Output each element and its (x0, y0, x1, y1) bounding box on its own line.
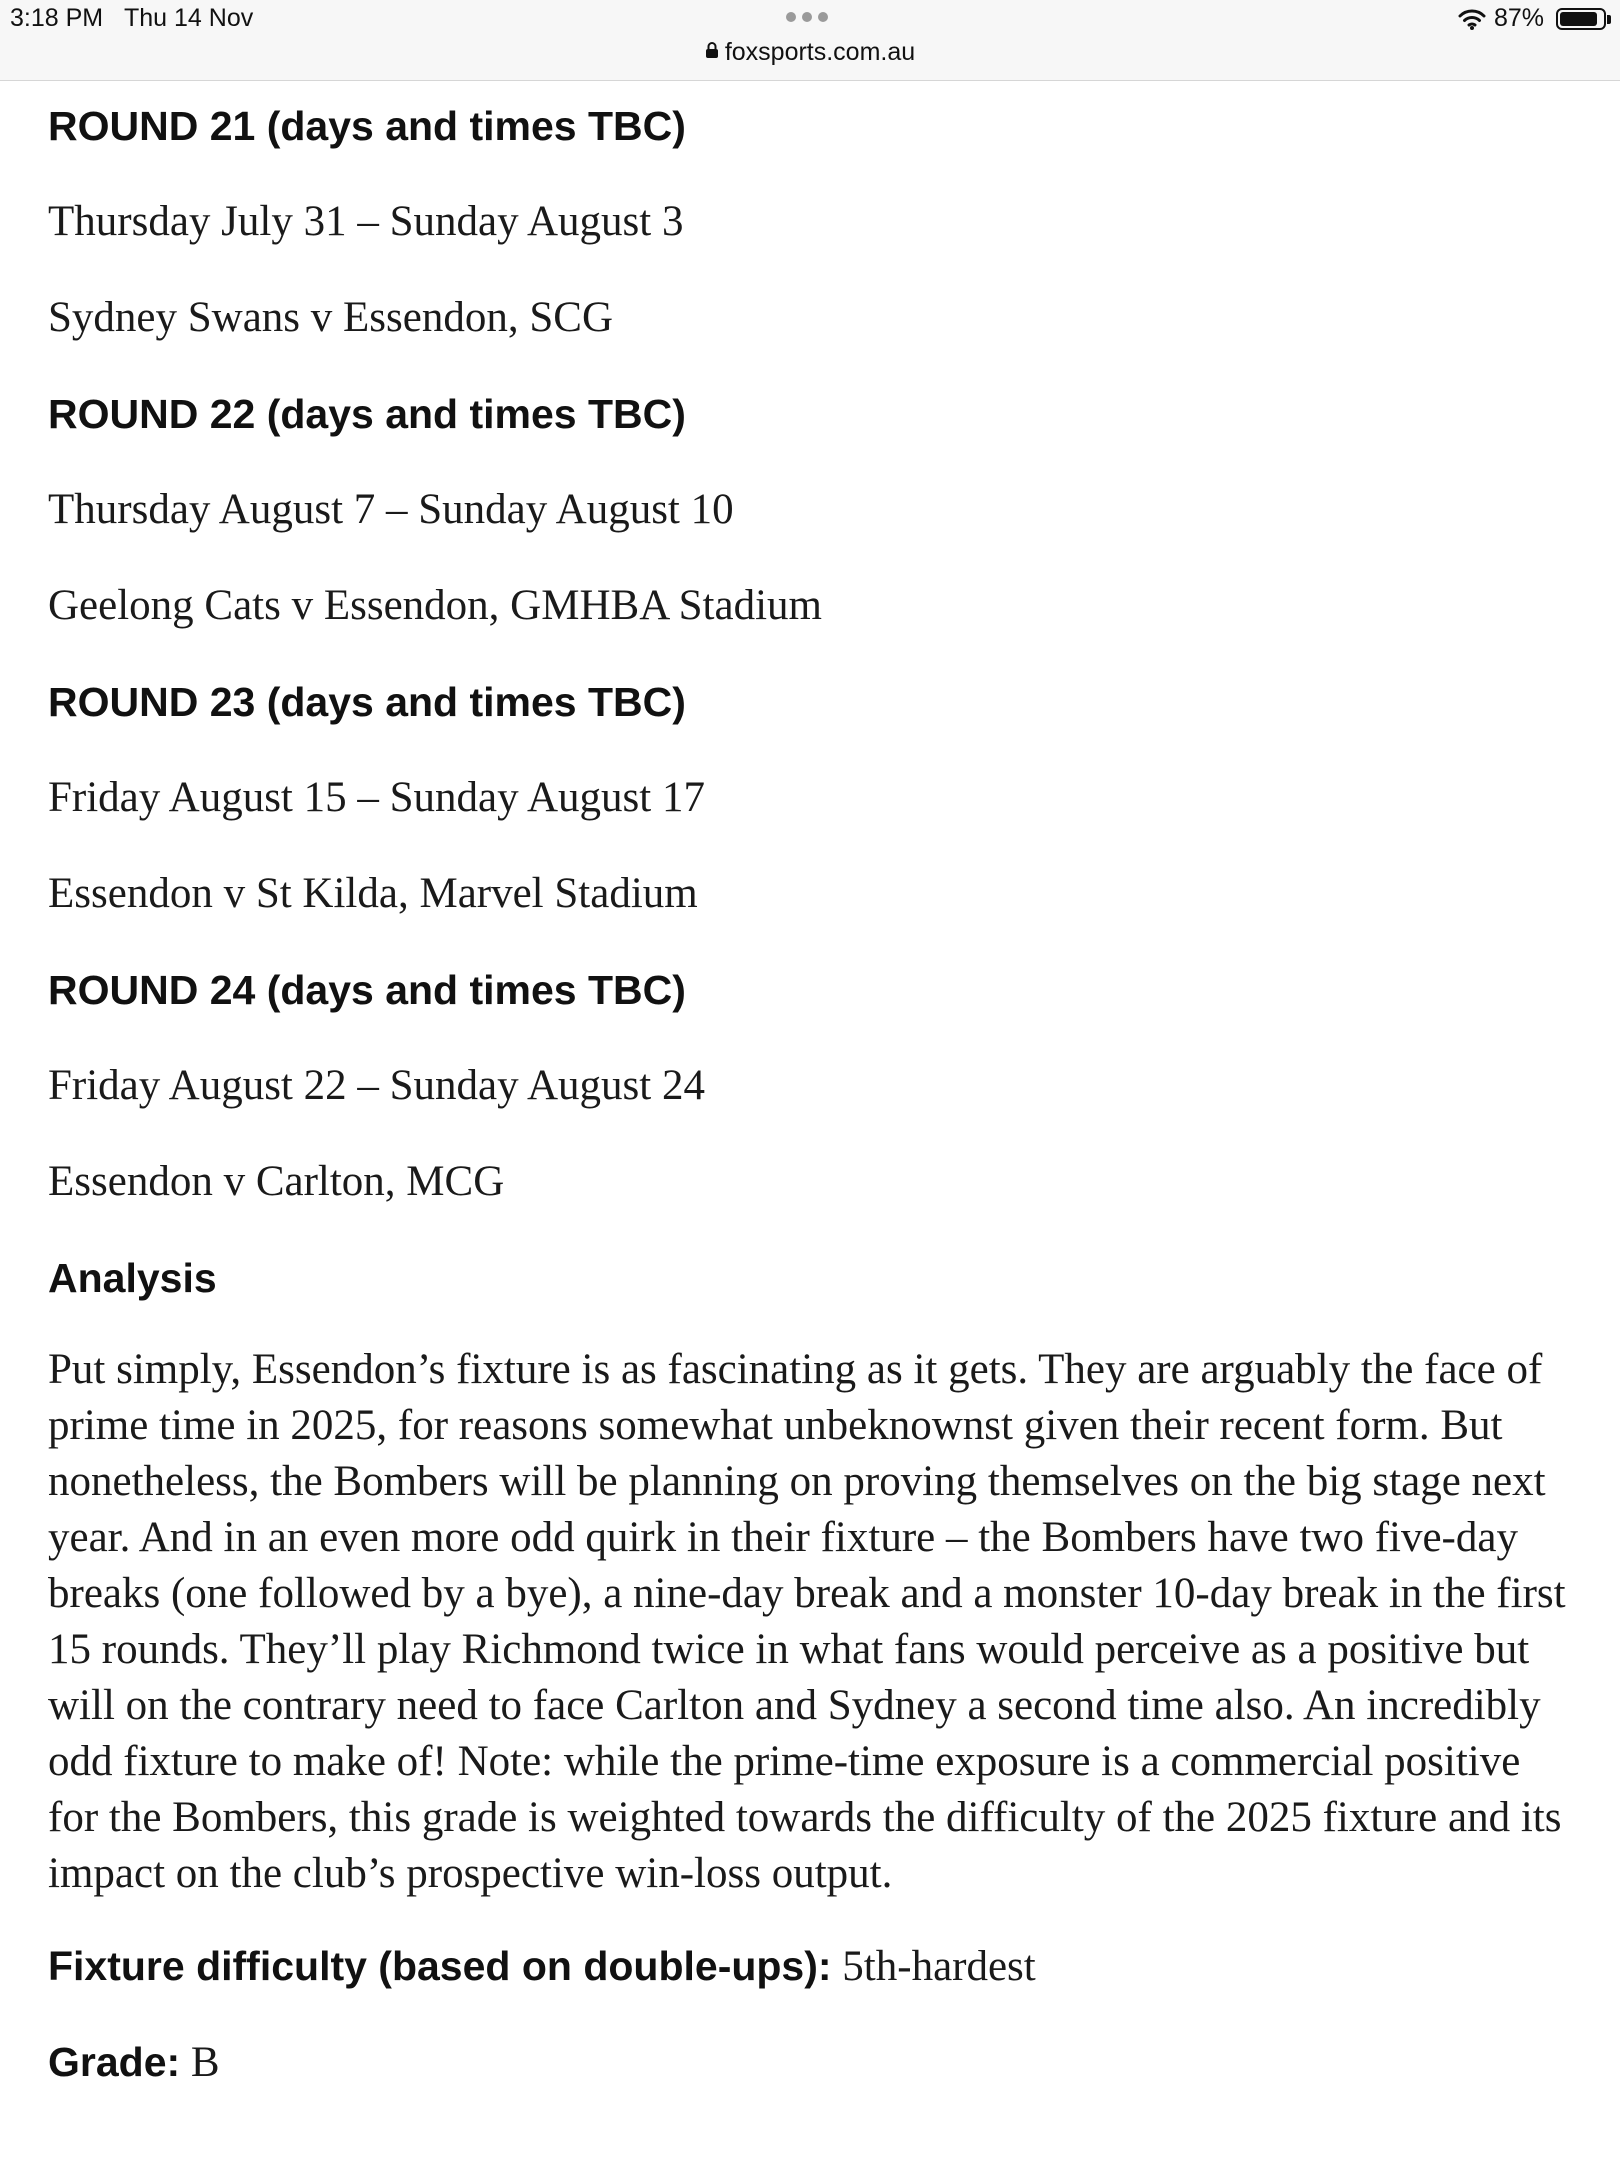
status-bar (0, 0, 1620, 81)
round-match: Essendon v St Kilda, Marvel Stadium (48, 870, 698, 917)
round-dates: Friday August 15 – Sunday August 17 (48, 774, 705, 821)
round-heading: ROUND 24 (days and times TBC) (48, 967, 686, 1013)
status-date: Thu 14 Nov (124, 4, 254, 32)
round-heading: ROUND 22 (days and times TBC) (48, 391, 686, 437)
fixture-difficulty (48, 1934, 1578, 1998)
grade-value: B (190, 2039, 220, 2086)
battery-tip (1607, 15, 1611, 24)
more-dots-icon[interactable] (786, 12, 828, 22)
fixture-difficulty-value: 5th-hardest (842, 1943, 1036, 1990)
analysis-paragraph: Put simply, Essendon’s fixture is as fascinating as it gets. They are arguably the face of prime time in 2025, for reasons somewhat unbeknownst given their recent form. But nonetheless, the Bombers will be planning on proving themselves on the big stage next year. And in an even more odd quirk in their fixture – the Bombers have two five-day breaks (one followed by a bye), a nine-day break and a monster 10-day break in the first 15 rounds. They’ll play Richmond twice in what fans would perceive as a positive but will on the contrary need to face Carlton and Sydney a second time also. An incredibly odd fixture to make of! Note: while the prime-time exposure is a commercial positive for the Bombers, this grade is weighted towards the difficulty of the 2025 fixture and its impact on the club’s prospective win-loss output. (48, 1346, 1566, 1897)
round-match: Essendon v Carlton, MCG (48, 1158, 505, 1205)
round-heading: ROUND 23 (days and times TBC) (48, 679, 686, 725)
grade-label: Grade: (48, 2039, 181, 2085)
battery-percent: 87% (1494, 4, 1545, 32)
fixture-difficulty-label: Fixture difficulty (based on double-ups): (48, 1943, 832, 1989)
battery-icon (1556, 8, 1606, 30)
round-match: Geelong Cats v Essendon, GMHBA Stadium (48, 582, 822, 629)
status-time: 3:18 PM (10, 4, 104, 32)
round-dates: Friday August 22 – Sunday August 24 (48, 1062, 705, 1109)
battery-level-fill (1560, 12, 1597, 26)
analysis-heading: Analysis (48, 1255, 217, 1301)
url-text: foxsports.com.au (724, 38, 916, 66)
grade (48, 2030, 1578, 2094)
round-dates: Thursday July 31 – Sunday August 3 (48, 198, 684, 245)
round-heading: ROUND 21 (days and times TBC) (48, 103, 686, 149)
round-match: Sydney Swans v Essendon, SCG (48, 294, 614, 341)
round-dates: Thursday August 7 – Sunday August 10 (48, 486, 734, 533)
lock-icon (705, 37, 719, 66)
article-content (48, 94, 1578, 2126)
address-bar[interactable] (0, 38, 1620, 68)
wifi-icon (1458, 8, 1486, 35)
